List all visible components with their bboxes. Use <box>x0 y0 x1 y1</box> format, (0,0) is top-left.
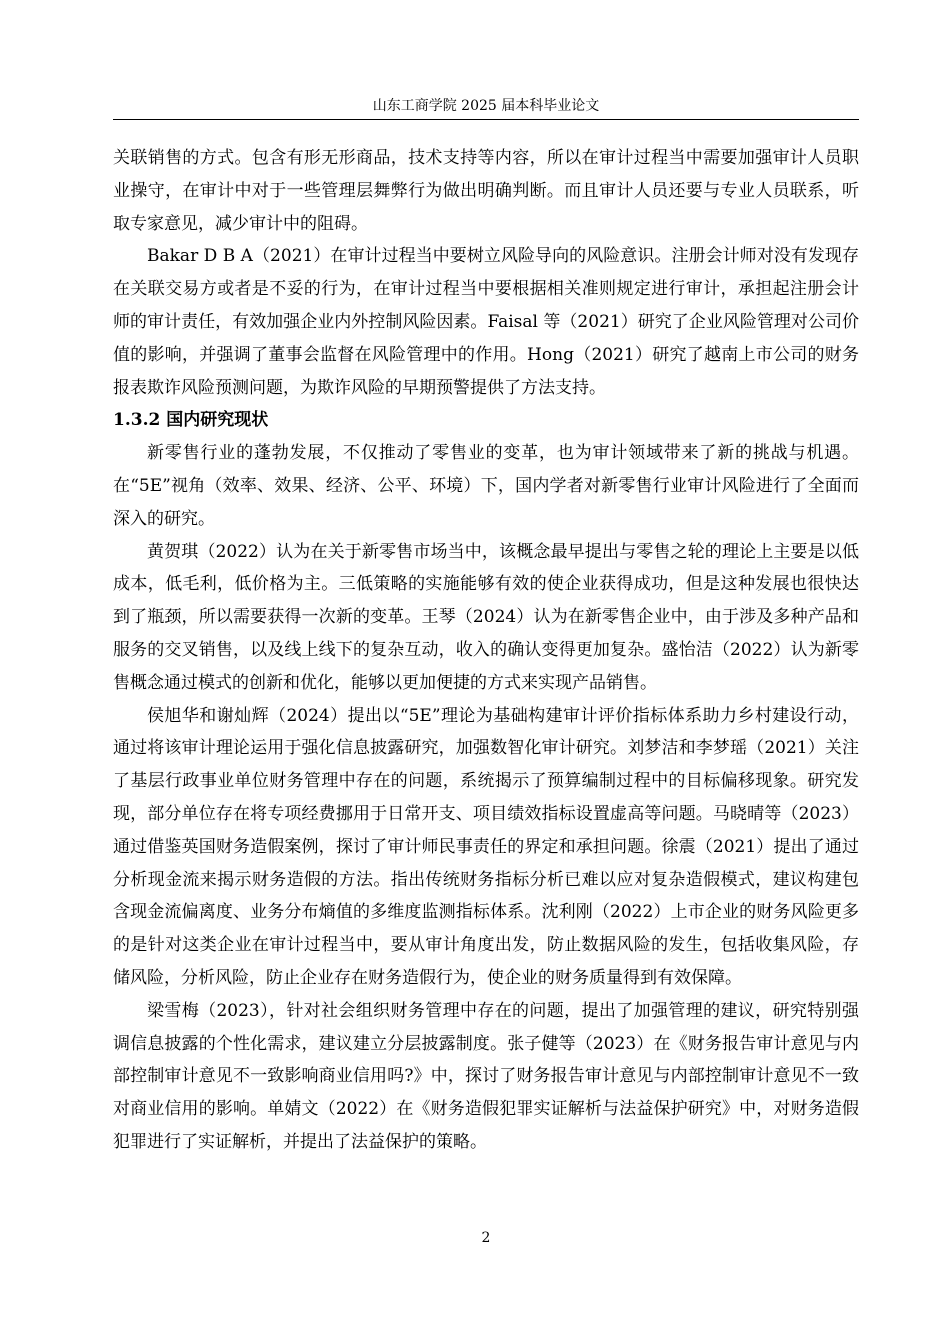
body-paragraph-continued: 关联销售的方式。包含有形无形商品，技术支持等内容，所以在审计过程当中需要加强审计人员职业操守，在审计中对于一些管理层舞弊行为做出明确判断。而且审计人员还要与专业人员联系，听取专家意见，减少审计中的阻碍。 <box>113 148 859 234</box>
body-paragraph: 侯旭华和谢灿辉（2024）提出以“5E”理论为基础构建审计评价指标体系助力乡村建设行动，通过将该审计理论运用于强化信息披露研究，加强数智化审计研究。刘梦洁和李梦瑶（2021）关注了基层行政事业单位财务管理中存在的问题，系统揭示了预算编制过程中的目标偏移现象。研究发现，部分单位存在将专项经费挪用于日常开支、项目绩效指标设置虚高等问题。马晓晴等（2023）通过借鉴英国财务造假案例，探讨了审计师民事责任的界定和承担问题。徐震（2021）提出了通过分析现金流来揭示财务造假的方法。指出传统财务指标分析已难以应对复杂造假模式，建议构建包含现金流偏离度、业务分布熵值的多维度监测指标体系。沈利刚（2022）上市企业的财务风险更多的是针对这类企业在审计过程当中，要从审计角度出发，防止数据风险的发生，包括收集风险，存储风险，分析风险，防止企业存在财务造假行为，使企业的财务质量得到有效保障。 <box>113 705 859 988</box>
section-heading: 1.3.2 国内研究现状 <box>113 410 269 431</box>
page-header: 山东工商学院 2025 届本科毕业论文 <box>372 98 600 114</box>
body-paragraph: 新零售行业的蓬勃发展，不仅推动了零售业的变革，也为审计领域带来了新的挑战与机遇。在“5E”视角（效率、效果、经济、公平、环境）下，国内学者对新零售行业审计风险进行了全面而深入的研究。 <box>113 443 859 529</box>
page-number: 2 <box>481 1230 491 1246</box>
header-divider <box>113 119 859 120</box>
body-paragraph: 梁雪梅（2023），针对社会组织财务管理中存在的问题，提出了加强管理的建议，研究特别强调信息披露的个性化需求，建议建立分层披露制度。张子健等（2023）在《财务报告审计意见与内部控制审计意见不一致影响商业信用吗?》中，探讨了财务报告审计意见与内部控制审计意见不一致对商业信用的影响。单婧文（2022）在《财务造假犯罪实证解析与法益保护研究》中，对财务造假犯罪进行了实证解析，并提出了法益保护的策略。 <box>113 1000 859 1152</box>
body-paragraph: 黄贺琪（2022）认为在关于新零售市场当中，该概念最早提出与零售之轮的理论上主要是以低成本，低毛利，低价格为主。三低策略的实施能够有效的使企业获得成功，但是这种发展也很快达到了瓶颈，所以需要获得一次新的变革。王琴（2024）认为在新零售企业中，由于涉及多种产品和服务的交叉销售，以及线上线下的复杂互动，收入的确认变得更加复杂。盛怡洁（2022）认为新零售概念通过模式的创新和优化，能够以更加便捷的方式来实现产品销售。 <box>113 541 859 693</box>
page-body <box>113 142 859 1159</box>
body-paragraph: Bakar D B A（2021）在审计过程当中要树立风险导向的风险意识。注册会计师对没有发现存在关联交易方或者是不妥的行为，在审计过程当中要根据相关准则规定进行审计，承担起注册会计师的审计责任，有效加强企业内外控制风险因素。Faisal 等（2021）研究了企业风险管理对公司价值的影响，并强调了董事会监督在风险管理中的作用。Hong（2021）研究了越南上市公司的财务报表欺诈风险预测问题，为欺诈风险的早期预警提供了方法支持。 <box>113 246 859 398</box>
